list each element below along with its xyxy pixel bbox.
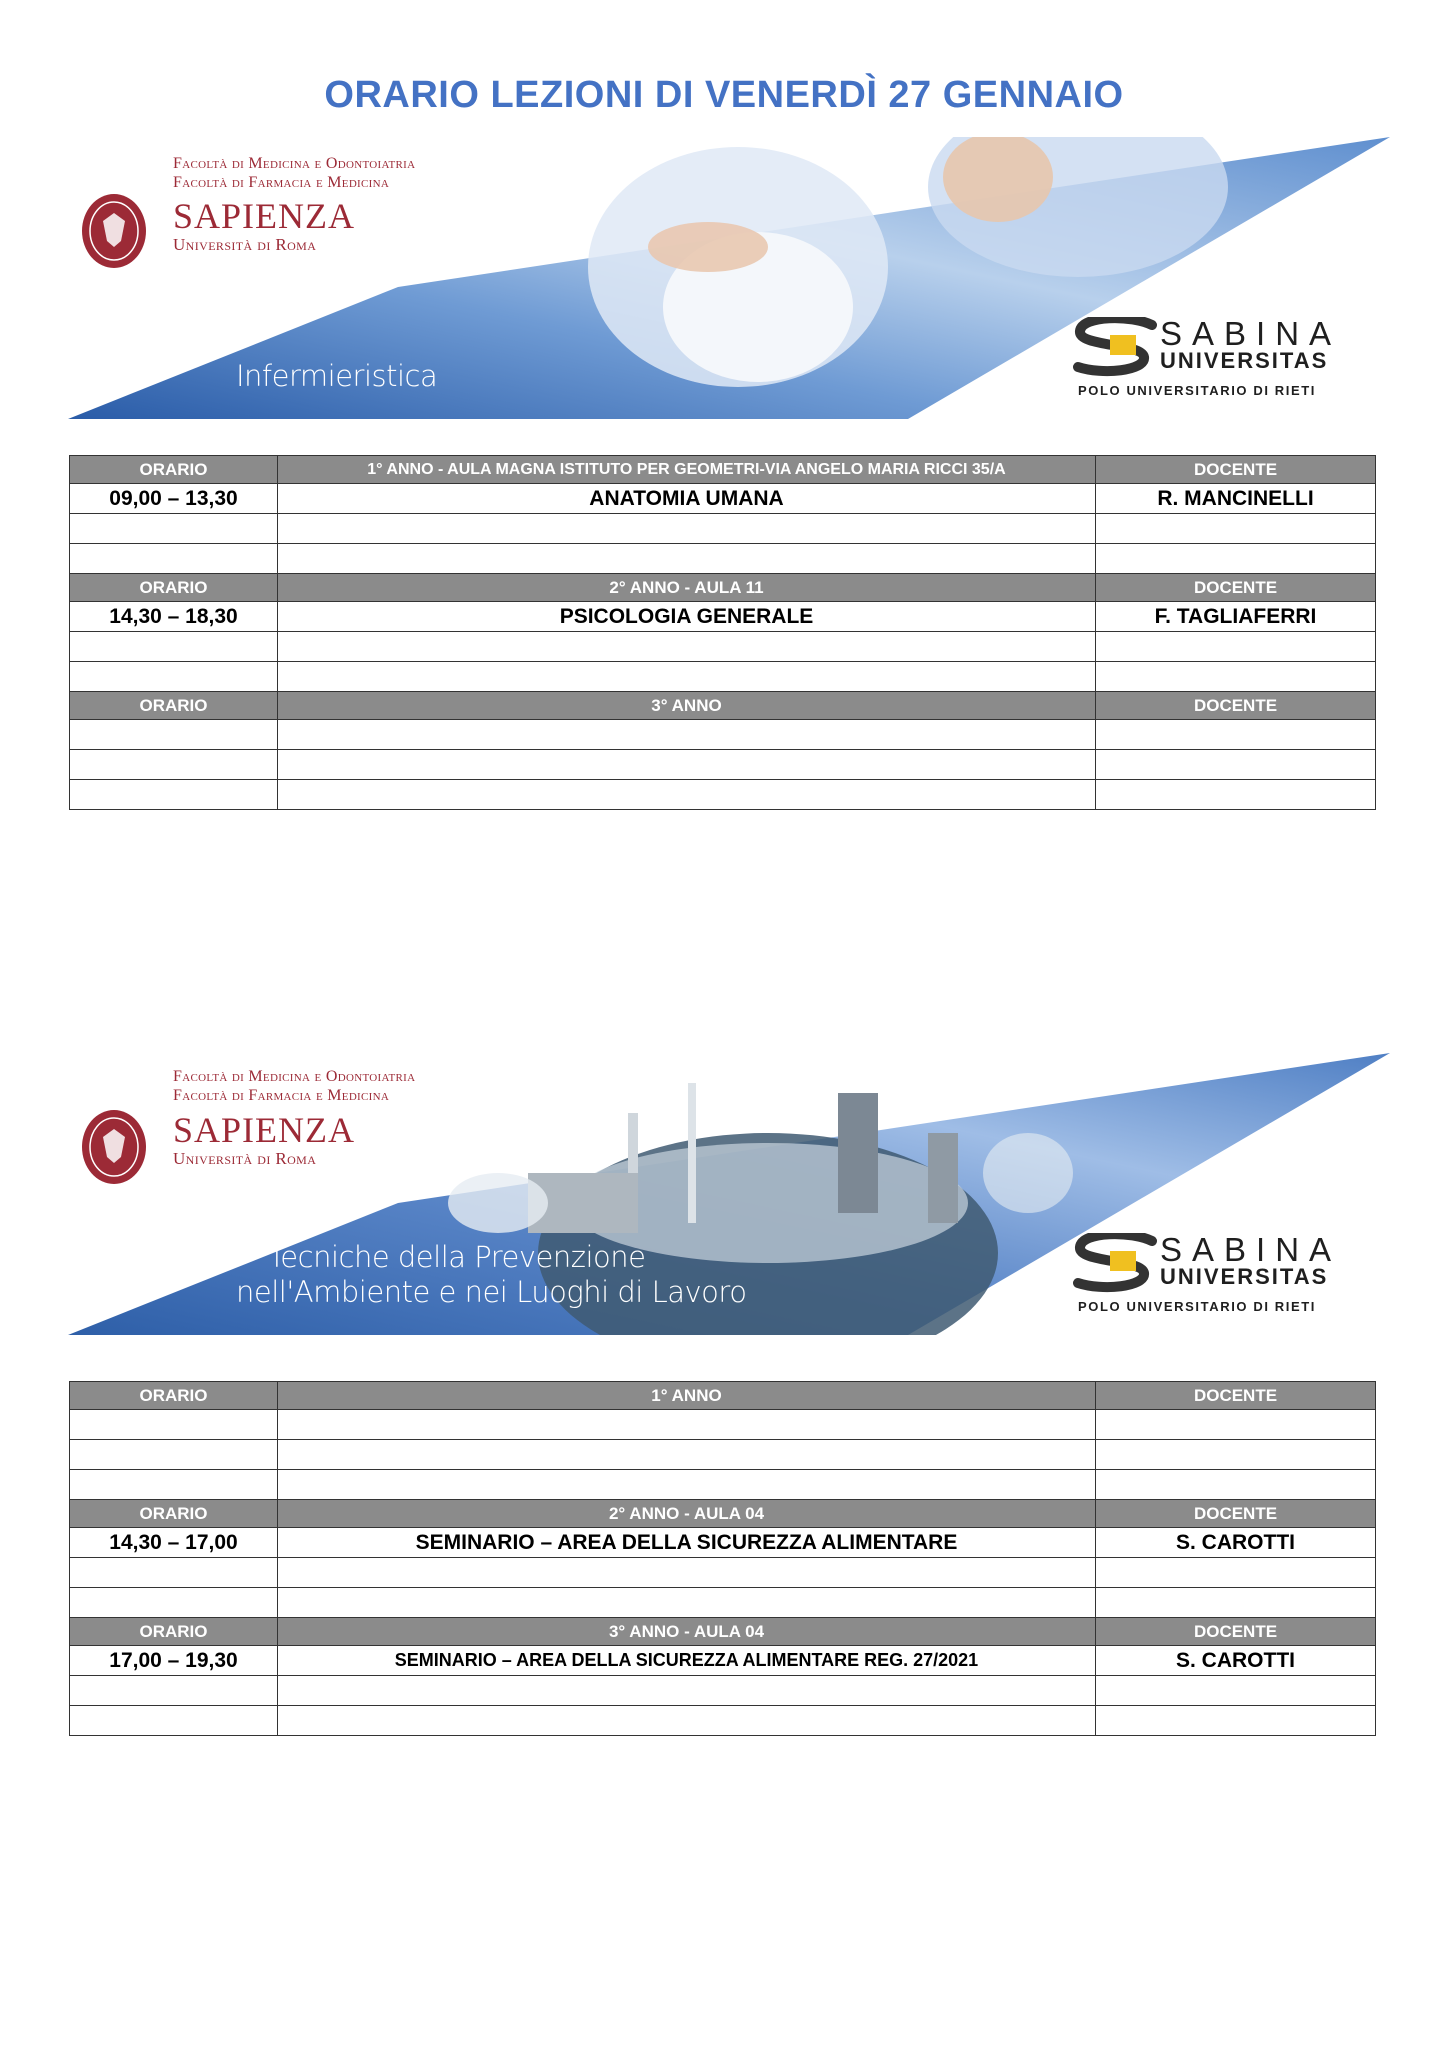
cell-subject	[278, 632, 1096, 662]
header-orario: ORARIO	[70, 692, 278, 720]
table-row	[70, 750, 1376, 780]
faculty-line-1: Facoltà di Medicina e Odontoiatria	[173, 155, 416, 172]
cell-orario	[70, 720, 278, 750]
cell-orario	[70, 1676, 278, 1706]
cell-docente: F. TAGLIAFERRI	[1096, 602, 1376, 632]
header-anno: 3° ANNO - AULA 04	[278, 1618, 1096, 1646]
table-header-row	[70, 456, 1376, 484]
table-header-row	[70, 1500, 1376, 1528]
cell-orario	[70, 632, 278, 662]
table-row	[70, 1470, 1376, 1500]
header-orario: ORARIO	[70, 1382, 278, 1410]
cell-subject: PSICOLOGIA GENERALE	[278, 602, 1096, 632]
cell-subject	[278, 1588, 1096, 1618]
cell-subject	[278, 1440, 1096, 1470]
cell-orario	[70, 544, 278, 574]
cell-docente	[1096, 632, 1376, 662]
cell-docente	[1096, 662, 1376, 692]
table-row	[70, 514, 1376, 544]
cell-orario	[70, 1558, 278, 1588]
banner-prevenzione	[68, 1053, 1390, 1335]
cell-orario	[70, 1706, 278, 1736]
cell-docente	[1096, 544, 1376, 574]
header-anno: 2° ANNO - AULA 11	[278, 574, 1096, 602]
cell-docente: S. CAROTTI	[1096, 1646, 1376, 1676]
header-orario: ORARIO	[70, 456, 278, 484]
table-header-row	[70, 692, 1376, 720]
cell-docente: R. MANCINELLI	[1096, 484, 1376, 514]
schedule-table-infermieristica	[69, 455, 1376, 810]
cell-orario: 17,00 – 19,30	[70, 1646, 278, 1676]
cell-docente	[1096, 780, 1376, 810]
sabina-polo: POLO UNIVERSITARIO DI RIETI	[1078, 1299, 1316, 1314]
header-docente: DOCENTE	[1096, 692, 1376, 720]
course-name-line-2: nell'Ambiente e nei Luoghi di Lavoro	[236, 1275, 747, 1309]
faculty-line-2: Facoltà di Farmacia e Medicina	[173, 1087, 390, 1104]
cell-subject: ANATOMIA UMANA	[278, 484, 1096, 514]
cell-subject	[278, 662, 1096, 692]
table-row	[70, 602, 1376, 632]
cell-docente	[1096, 1558, 1376, 1588]
cell-orario	[70, 1588, 278, 1618]
sapienza-seal-icon	[81, 1109, 147, 1185]
header-orario: ORARIO	[70, 1500, 278, 1528]
cell-orario	[70, 662, 278, 692]
university-name: SAPIENZA	[173, 196, 356, 236]
cell-docente	[1096, 720, 1376, 750]
cell-subject	[278, 1558, 1096, 1588]
table-header-row	[70, 1382, 1376, 1410]
schedule-table-prevenzione	[69, 1381, 1376, 1736]
university-name: SAPIENZA	[173, 1110, 356, 1150]
table-row	[70, 1676, 1376, 1706]
faculty-line-2: Facoltà di Farmacia e Medicina	[173, 174, 390, 191]
cell-subject: SEMINARIO – AREA DELLA SICUREZZA ALIMENTARE REG. 27/2021	[278, 1646, 1096, 1676]
cell-subject	[278, 514, 1096, 544]
cell-docente: S. CAROTTI	[1096, 1528, 1376, 1558]
header-anno: 1° ANNO	[278, 1382, 1096, 1410]
header-docente: DOCENTE	[1096, 1500, 1376, 1528]
cell-docente	[1096, 1706, 1376, 1736]
table-header-row	[70, 1618, 1376, 1646]
cell-subject	[278, 544, 1096, 574]
cell-orario	[70, 514, 278, 544]
cell-subject	[278, 780, 1096, 810]
table-row	[70, 484, 1376, 514]
sabina-universitas: UNIVERSITAS	[1160, 1264, 1329, 1289]
cell-docente	[1096, 1470, 1376, 1500]
table-row	[70, 1440, 1376, 1470]
header-docente: DOCENTE	[1096, 1382, 1376, 1410]
course-name: Infermieristica	[236, 359, 438, 393]
table-row	[70, 1410, 1376, 1440]
banner-infermieristica	[68, 137, 1390, 419]
cell-orario: 14,30 – 17,00	[70, 1528, 278, 1558]
header-orario: ORARIO	[70, 1618, 278, 1646]
cell-orario	[70, 1410, 278, 1440]
sapienza-seal-icon	[81, 193, 147, 269]
cell-orario: 09,00 – 13,30	[70, 484, 278, 514]
course-name-line-1: Tecniche della Prevenzione	[268, 1240, 646, 1274]
header-anno: 2° ANNO - AULA 04	[278, 1500, 1096, 1528]
page-title: ORARIO LEZIONI DI VENERDÌ 27 GENNAIO	[324, 74, 1124, 116]
cell-orario	[70, 780, 278, 810]
cell-subject	[278, 1676, 1096, 1706]
table-row	[70, 1646, 1376, 1676]
sabina-logo-icon	[1072, 317, 1158, 377]
table-row	[70, 544, 1376, 574]
header-docente: DOCENTE	[1096, 456, 1376, 484]
sabina-polo: POLO UNIVERSITARIO DI RIETI	[1078, 383, 1316, 398]
header-orario: ORARIO	[70, 574, 278, 602]
faculty-line-1: Facoltà di Medicina e Odontoiatria	[173, 1068, 416, 1085]
table-row	[70, 780, 1376, 810]
cell-subject	[278, 750, 1096, 780]
table-header-row	[70, 574, 1376, 602]
sabina-word: SABINA	[1160, 1231, 1342, 1268]
cell-docente	[1096, 1588, 1376, 1618]
table-row	[70, 632, 1376, 662]
cell-docente	[1096, 1440, 1376, 1470]
cell-subject	[278, 720, 1096, 750]
table-row	[70, 1558, 1376, 1588]
table-row	[70, 662, 1376, 692]
cell-subject: SEMINARIO – AREA DELLA SICUREZZA ALIMENTARE	[278, 1528, 1096, 1558]
cell-subject	[278, 1706, 1096, 1736]
cell-subject	[278, 1410, 1096, 1440]
cell-orario	[70, 1440, 278, 1470]
cell-docente	[1096, 1676, 1376, 1706]
cell-orario	[70, 1470, 278, 1500]
sabina-logo-icon	[1072, 1233, 1158, 1293]
university-subtitle: Università di Roma	[173, 235, 317, 254]
header-docente: DOCENTE	[1096, 1618, 1376, 1646]
cell-docente	[1096, 1410, 1376, 1440]
sabina-universitas: UNIVERSITAS	[1160, 348, 1329, 373]
cell-subject	[278, 1470, 1096, 1500]
header-anno: 3° ANNO	[278, 692, 1096, 720]
table-row	[70, 1706, 1376, 1736]
cell-orario: 14,30 – 18,30	[70, 602, 278, 632]
header-docente: DOCENTE	[1096, 574, 1376, 602]
cell-docente	[1096, 514, 1376, 544]
sabina-word: SABINA	[1160, 315, 1342, 352]
university-subtitle: Università di Roma	[173, 1149, 317, 1168]
header-anno: 1° ANNO - AULA MAGNA ISTITUTO PER GEOMETRI-VIA ANGELO MARIA RICCI 35/A	[278, 456, 1096, 484]
table-row	[70, 720, 1376, 750]
table-row	[70, 1588, 1376, 1618]
cell-docente	[1096, 750, 1376, 780]
cell-orario	[70, 750, 278, 780]
table-row	[70, 1528, 1376, 1558]
